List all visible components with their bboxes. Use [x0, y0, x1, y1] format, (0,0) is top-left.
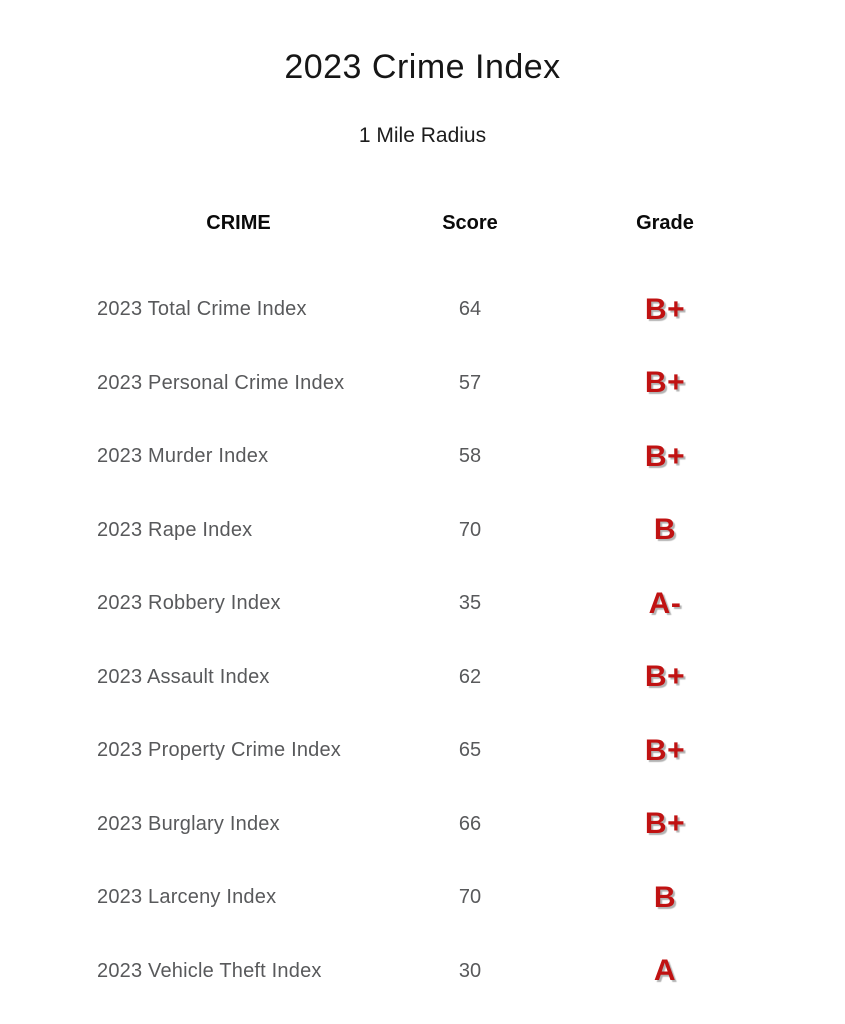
- crime-score: 58: [458, 445, 482, 468]
- table-row: [60, 567, 770, 641]
- crime-grade: B+: [644, 733, 686, 767]
- table-row: [60, 714, 770, 788]
- crime-name: 2023 Property Crime Index: [97, 739, 342, 762]
- header-grade: Grade: [636, 211, 694, 234]
- table-row: [60, 641, 770, 715]
- crime-grade: B+: [644, 439, 686, 473]
- crime-grade: B+: [644, 660, 686, 694]
- crime-name: 2023 Larceny Index: [97, 886, 277, 909]
- crime-grade: A: [653, 954, 677, 988]
- table-row: [60, 935, 770, 1009]
- crime-grade: B+: [644, 292, 686, 326]
- crime-score: 70: [458, 518, 482, 541]
- crime-score: 57: [458, 371, 482, 394]
- table-row: [60, 494, 770, 568]
- crime-score: 65: [458, 739, 482, 762]
- table-row: [60, 347, 770, 421]
- crime-name: 2023 Rape Index: [97, 518, 253, 541]
- crime-grade: A-: [648, 586, 682, 620]
- crime-name: 2023 Assault Index: [97, 665, 270, 688]
- crime-score: 30: [458, 959, 482, 982]
- header-crime: CRIME: [206, 211, 271, 234]
- crime-score: 66: [458, 812, 482, 835]
- crime-score: 70: [458, 886, 482, 909]
- crime-name: 2023 Robbery Index: [97, 592, 281, 615]
- crime-grade: B+: [644, 807, 686, 841]
- page-title: 2023 Crime Index: [284, 48, 561, 86]
- table-rows: [60, 273, 770, 1008]
- table-row: [60, 861, 770, 935]
- crime-table: [60, 200, 770, 1008]
- table-header-row: [60, 200, 770, 246]
- page-subtitle: 1 Mile Radius: [358, 124, 487, 147]
- crime-score: 62: [458, 665, 482, 688]
- crime-grade: B: [653, 513, 677, 547]
- crime-name: 2023 Burglary Index: [97, 812, 280, 835]
- crime-grade: B+: [644, 366, 686, 400]
- table-row: [60, 273, 770, 347]
- crime-name: 2023 Total Crime Index: [97, 298, 307, 321]
- crime-name: 2023 Vehicle Theft Index: [97, 959, 322, 982]
- table-row: [60, 788, 770, 862]
- header-score: Score: [442, 211, 498, 234]
- crime-grade: B: [653, 880, 677, 914]
- crime-score: 64: [458, 298, 482, 321]
- table-row: [60, 420, 770, 494]
- crime-score: 35: [458, 592, 482, 615]
- crime-name: 2023 Personal Crime Index: [97, 371, 345, 394]
- crime-name: 2023 Murder Index: [97, 445, 269, 468]
